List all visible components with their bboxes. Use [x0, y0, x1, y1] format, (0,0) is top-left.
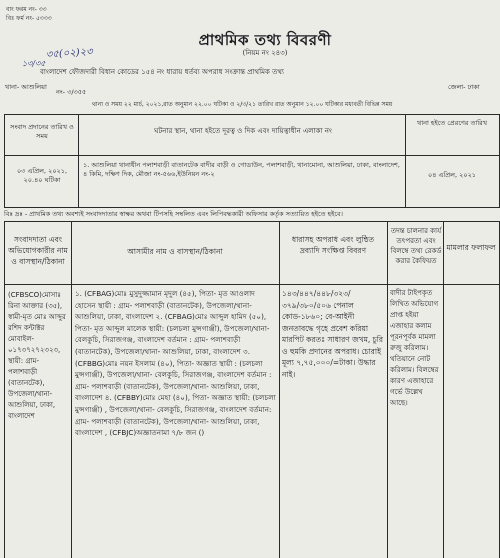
location-header: ঘটনার স্থান, থানা হইতে দূরত্ব ও দিক এবং দায়িত্বাধীন এলাকা নং [154, 127, 332, 135]
incident-info-box [4, 114, 500, 208]
investigation-details: বাদীর টাইপকৃত লিখিত অভিযোগ প্রাপ্ত হইয়া এজাহার কলাম পূরনপূর্বক মামলা রুজু করিলাম। থতিয়ানে নোট করিলাম। বিলম্বের কারণ এজাহারে গর্ভে উল্লেখ আছে। [390, 289, 439, 407]
attestation-note: বিঃ দ্রঃ - প্রাথমিক তথ্য অবশ্যই সংবাদদাতার স্বাক্ষর অথবা টিপসহি সম্বলিত এবং লিপিবদ্ধকারী অফিসার কর্তৃক সত্যায়িত হইতে হইবে। [4, 210, 343, 218]
fir-table [4, 221, 500, 558]
investigation-header: তদন্ত চালনার কার্য তৎপরতা এবং বিলম্বে তথ্য রেকর্ড করার কৈফিয়ত [390, 227, 442, 265]
location-value: ১. আশুলিয়া থানাধীন পলাশবাড়ী বাতানটেক বাদীর বাড়ী ও গোডাউন, পলাশবাড়ী, থানামোনা, আশুলিয়া, ঢাকা, বাংলাদেশ, ৪ কিমি, দক্ষিণ দিক, মৌজা নং-৫৬৬,ইউনিয়ন নং-২ [83, 161, 400, 178]
result-header: মামলার ফলাফল [446, 243, 496, 252]
report-date-header: সংবাদ প্রদানের তারিখ ও সময় [10, 123, 74, 140]
form-number-top: বাং ফরম নং- ৩৩ [6, 6, 47, 13]
zila-label: জেলা- ঢাকা [448, 83, 480, 91]
accused-header: আসামীর নাম ও বাসস্থান/ঠিকানা [127, 247, 223, 256]
offence-details: ১৪৩/৪৪৭/৪৪৮/৩২৩/ ৩৭৯/৩৮০/৫০৬ পেনাল কোড-১৮৬০; বে-আইনী জনতাবদ্ধে গৃহে প্রবেশ করিয়া মারপিট করতঃ সাধারণ জখম, চুরি ও হুমকি প্রদানের অপরাধ। চোরাই মূল্য ৭,৭৫,০০০/=টাকা। উদ্ধার নাই। [282, 289, 383, 379]
handwritten-case-number-2: ১৩/৩৫ [22, 59, 46, 68]
dispatch-date-value: ০৪ এপ্রিল, ২০২১ [427, 171, 477, 179]
incident-date-time: থানা ও সময় ২২ মার্চ, ২০২১,রাত অনুমান ২২.০০ ঘটিকা ও ২/৩/২১ তারিখ রাত অনুমান ১২.০০ ঘটিকার মধ্যবর্তী বিভিন্ন সময় [92, 101, 393, 108]
offence-header: ধারাসহ অপরাধ এবং লুন্ঠিত দ্রব্যাদি সংক্ষিপ্ত বিবরণ [291, 235, 375, 255]
dispatch-date-header: থানা হইতে প্রেরণের তারিখ [417, 119, 487, 127]
law-description: বাংলাদেশ ফৌজদারী বিধান কোডের ১৫৪ নং ধারায় ধর্তব্য অপরাধ সংক্রান্ত প্রাথমিক তথ্য [40, 68, 284, 76]
thana-label: থানা- আশুলিয়া [5, 83, 47, 91]
informant-details: (CFBSCO)মোসাঃ রিনা আক্তার (৩৫), স্বামী-মৃত মোঃ আব্দুর রশিদ কন্টাক্টর মোবাইল- ০১৭৩৭২৭২৩২৩, স্থায়ী: গ্রাম- পলাশবাড়ী (বাতানটেক), উপজেলা/থানা- আশুলিয়া, ঢাকা, বাংলাদেশ [8, 291, 66, 420]
serial-number: নং- ৩/৩৫৫ [56, 88, 87, 96]
informant-header: সংবাদদাতা এবং অভিযোগকারীর নাম ও বাসস্থান/ঠিকানা [8, 235, 68, 266]
handwritten-case-number: ৩৫(০২)২৩ [45, 46, 94, 61]
report-date-value: ০৩ এপ্রিল, ২০২১, ২০.৪০ ঘটিকা [16, 167, 68, 184]
page-title: প্রাথমিক তথ্য বিবরণী [198, 31, 332, 49]
accused-details: ১. (CFBAG)মোঃ মুসুদুজ্জামান মৃদুল (৪৫), পিতা- মৃত আওলাদ হোসেন স্থায়ী : গ্রাম- পলাশবাড়ী (বাতানটেক), উপজেলা/থানা- আশুলিয়া, ঢাকা, বাংলাদেশ ২. (CFBAG)মোঃ আব্দুল হামিদ (৫০), পিতা- মৃত আব্দুল মালেক স্থায়ী: (চলচলা মুন্সগাঞ্জী), উপজেলা/থানা- বেলকুচি, সিরাজগঞ্জ, বাংলাদেশ বর্তমান : গ্রাম- পলাশবাড়ী (বাতানটেক), উপজেলা/থানা- আশুলিয়া, ঢাকা, বাংলাদেশ ৩. (CFBBG)মোঃ নয়ন ইসলাম (৪০), পিতা- অজ্ঞাত স্থায়ী : (চলচলা মুন্সগাঞ্জী), উপজেলা/থানা- বেলকুচি, সিরাজগঞ্জ, বাংলাদেশ বর্তমান : গ্রাম- পলাশবাড়ী (বাতানটেক), উপজেলা/থানা- আশুলিয়া, ঢাকা, বাংলাদেশ ৪. (CFBBY)মোঃ মেহা (৪০), পিতা- অজ্ঞাত স্থায়ী: (চলচলা মুন্সগাঞ্জী) , উপজেলা/থানা- বেলকুচি, সিরাজগঞ্জ, বাংলাদেশ বর্তমান: গ্রাম- পলাশবাড়ী (বাতানটেক), উপজেলা/থানা- আশুলিয়া, ঢাকা, বাংলাদেশ , (CFBJC)অজ্ঞাতনামা ৭/৮ জন () [75, 289, 276, 438]
page-subtitle: (নিয়ম নং ২৪৩) [242, 49, 288, 57]
form-number-second: বিঃ ফর্ম নং- ৫৩৩৩ [6, 15, 52, 22]
